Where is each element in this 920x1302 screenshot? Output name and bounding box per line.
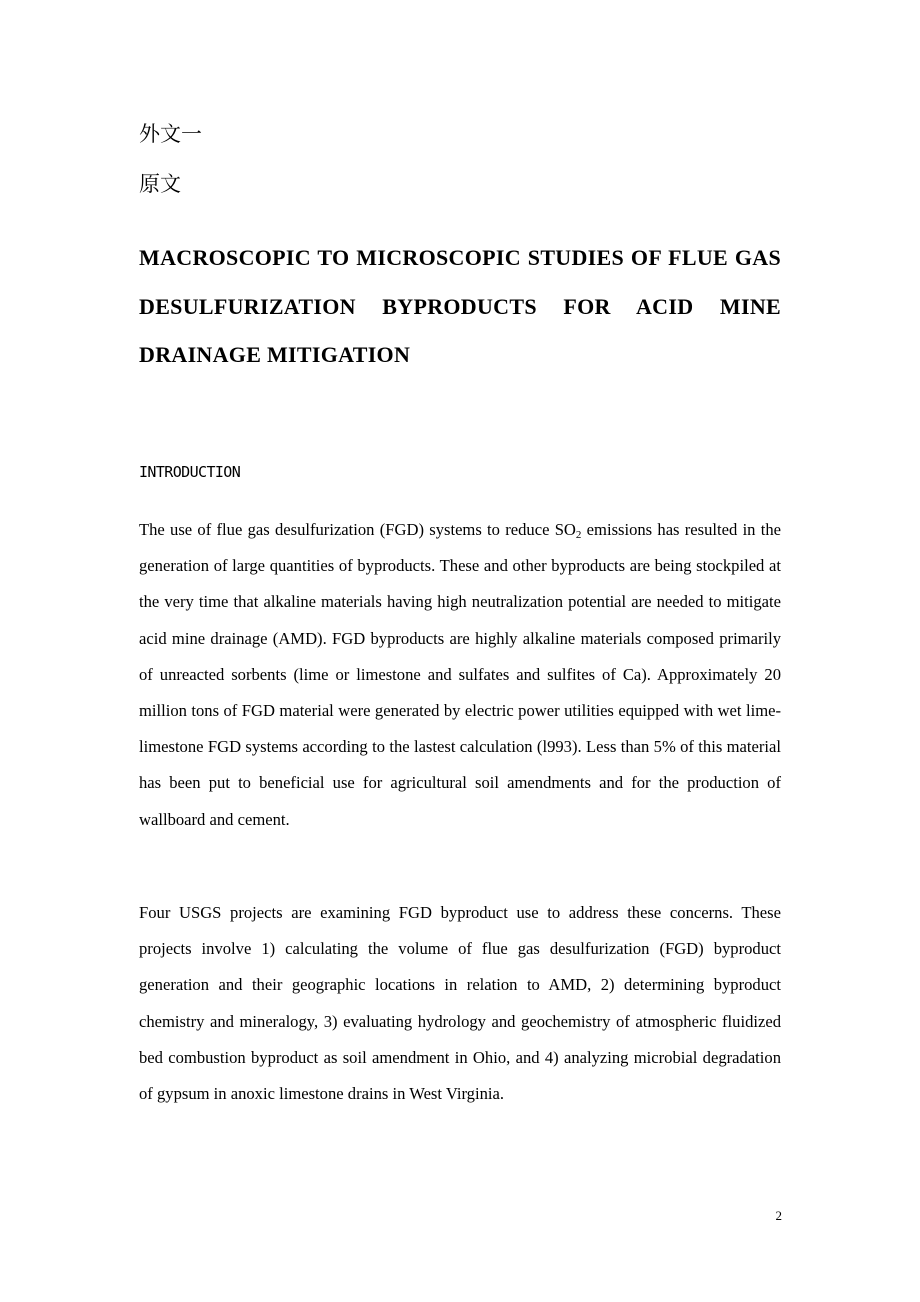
- paragraph-1-text-rest: emissions has resulted in the generation of large quantities of byproducts. These and other byproducts are being stockpiled at the very time that alkaline materials having high neutralization potential are needed to mitigate acid mine drainage (AMD). FGD byproducts are highly alkaline materials composed primarily of unreacted sorbents (lime or limestone and sulfates and sulfites of Ca). Approximately 20 million tons of FGD material were generated by electric power utilities equipped with wet lime-limestone FGD systems according to the lastest calculation (l993). Less than 5% of this material has been put to beneficial use for agricultural soil amendments and for the production of wallboard and cement.: [139, 520, 782, 829]
- page-number: 2: [775, 1208, 782, 1223]
- chinese-heading-foreign-text: 外文一: [139, 122, 202, 146]
- paragraph-1: [139, 512, 781, 838]
- paragraph-1-text-start: The use of flue gas desulfurization (FGD) systems to reduce SO: [139, 520, 576, 539]
- paragraph-2: Four USGS projects are examining FGD byproduct use to address these concerns. These projects involve 1) calculating the volume of flue gas desulfurization (FGD) byproduct generation and their geographic locations in relation to AMD, 2) determining byproduct chemistry and mineralogy, 3) evaluating hydrology and geochemistry of atmospheric fluidized bed combustion byproduct as soil amendment in Ohio, and 4) analyzing microbial degradation of gypsum in anoxic limestone drains in West Virginia.: [139, 903, 781, 1104]
- so2-subscript: 2: [575, 529, 582, 541]
- chinese-heading-original-text: 原文: [139, 172, 181, 196]
- section-heading-introduction: INTRODUCTION: [139, 463, 241, 481]
- document-title: MACROSCOPIC TO MICROSCOPIC STUDIES OF FLUE GAS DESULFURIZATION BYPRODUCTS FOR ACID MINE DRAINAGE MITIGATION: [139, 245, 781, 367]
